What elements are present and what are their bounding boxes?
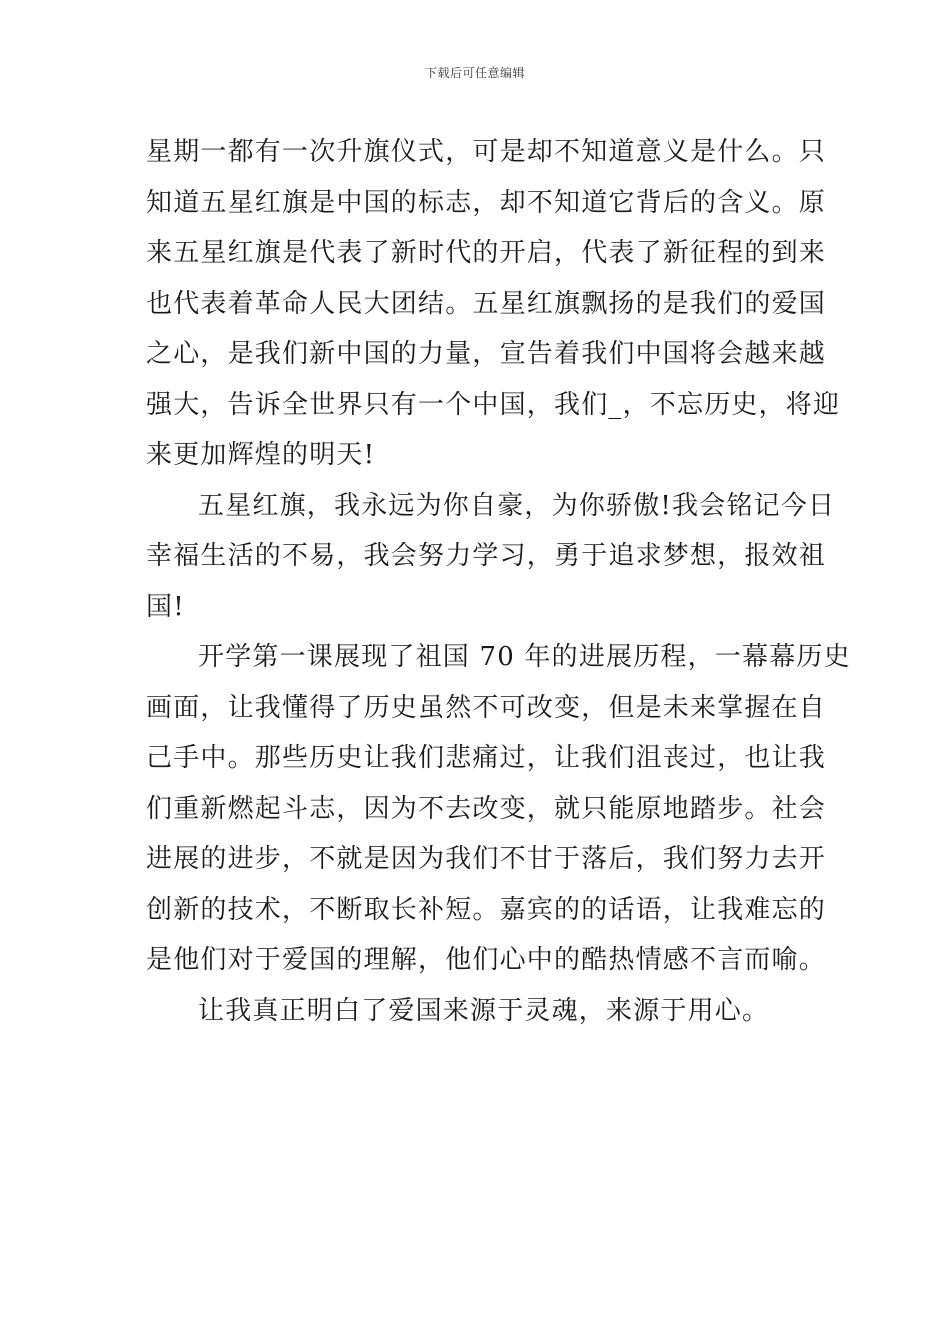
text-line: 创新的技术，不断取长补短。嘉宾的的话语，让我难忘的 [146, 894, 827, 925]
text-line: 强大，告诉全世界只有一个中国，我们_，不忘历史，将迎 [146, 389, 841, 420]
text-line: 之心，是我们新中国的力量，宣告着我们中国将会越来越 [146, 339, 827, 369]
text-line: 幸福生活的不易，我会努力学习，勇于追求梦想，报效祖 [146, 541, 827, 571]
text-line: 画面，让我懂得了历史虽然不可改变，但是未来掌握在自 [146, 692, 827, 723]
text-line: 来五星红旗是代表了新时代的开启，代表了新征程的到来 [146, 238, 827, 268]
document-body [146, 127, 851, 1036]
text-line: 知道五星红旗是中国的标志，却不知道它背后的含义。原 [146, 187, 827, 218]
text-line: 来更加辉煌的明天! [146, 440, 376, 470]
text-line: 让我真正明白了爱国来源于灵魂，来源于用心。 [198, 995, 770, 1026]
text-line: 是他们对于爱国的理解，他们心中的酷热情感不言而喻。 [146, 945, 827, 975]
text-line: 星期一都有一次升旗仪式，可是却不知道意义是什么。只 [146, 137, 827, 167]
paragraph [146, 481, 836, 633]
text-line: 开学第一课展现了祖国 70 年的进展历程，一幕幕历史 [198, 642, 851, 672]
text-line: 进展的进步，不就是因为我们不甘于落后，我们努力去开 [146, 844, 827, 874]
page-header: 下载后可任意编辑 [424, 66, 525, 80]
text-line: 也代表着革命人民大团结。五星红旗飘扬的是我们的爱国 [146, 288, 827, 319]
text-line: 己手中。那些历史让我们悲痛过，让我们沮丧过，也让我 [146, 743, 827, 773]
text-line: 国! [146, 591, 185, 622]
paragraph [146, 632, 851, 986]
paragraph [146, 986, 806, 1037]
text-line: 们重新燃起斗志，因为不去改变，就只能原地踏步。社会 [146, 793, 827, 824]
text-line: 五星红旗，我永远为你自豪，为你骄傲!我会铭记今日 [198, 490, 836, 521]
paragraph [146, 127, 841, 481]
